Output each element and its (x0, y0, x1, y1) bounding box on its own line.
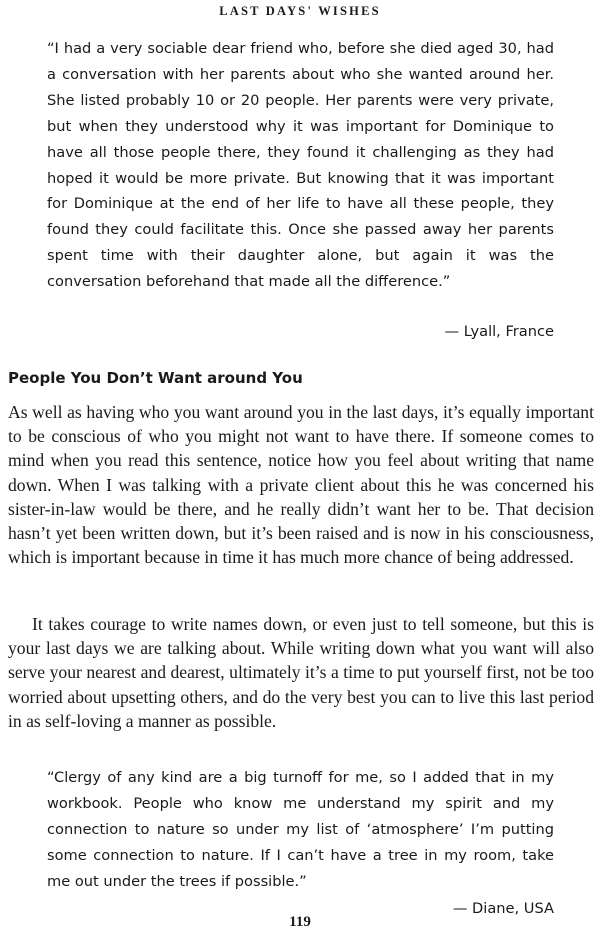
quote-attribution-diane: — Diane, USA (452, 900, 554, 917)
quote-lyall: “I had a very sociable dear friend who, before she died aged 30, had a conversation with her parents about who she wanted around her. She listed probably 10 or 20 people. Her parents were very private, but when they understood why it was important for Dominique to have all those people there, they found it challenging as they had hoped it would be more private. But knowing that it was important for Dominique at the end of her life to have all these people, they found they could facilitate this. Once she passed away her parents spent time with their daughter alone, but again it was the conversation beforehand that made all the difference.” (47, 40, 554, 291)
section-heading: People You Don’t Want around You (8, 369, 303, 387)
body-paragraph-2: It takes courage to write names down, or even just to tell someone, but this is your last days we are talking about. While writing down what you want will also serve your nearest and dearest, ultimately it’s a time to put yourself first, not be too worried about upsetting others, and do the very best you can to live this last period in as self-loving a manner as possible. (8, 614, 594, 731)
quote-attribution-lyall: — Lyall, France (444, 323, 554, 340)
body-paragraph-1: As well as having who you want around you in the last days, it’s equally important to be conscious of who you might not want to have there. If someone comes to mind when you read this sentence, notice how you feel about writing that name down. When I was talking with a private client about this he was concerned his sister-in-law would be there, and he really didn’t want her to be. That decision hasn’t yet been written down, but it’s been raised and is now in his consciousness, which is important because in time it has much more chance of being addressed. (8, 402, 594, 568)
quote-diane: “Clergy of any kind are a big turnoff for me, so I added that in my workbook. People who know me understand my spirit and my connection to nature so under my list of ‘atmosphere’ I’m putting some connection to nature. If I can’t have a tree in my room, take me out under the trees if possible.” (47, 769, 554, 890)
running-head: LAST DAYS' WISHES (219, 4, 381, 18)
page-number: 119 (289, 914, 311, 930)
